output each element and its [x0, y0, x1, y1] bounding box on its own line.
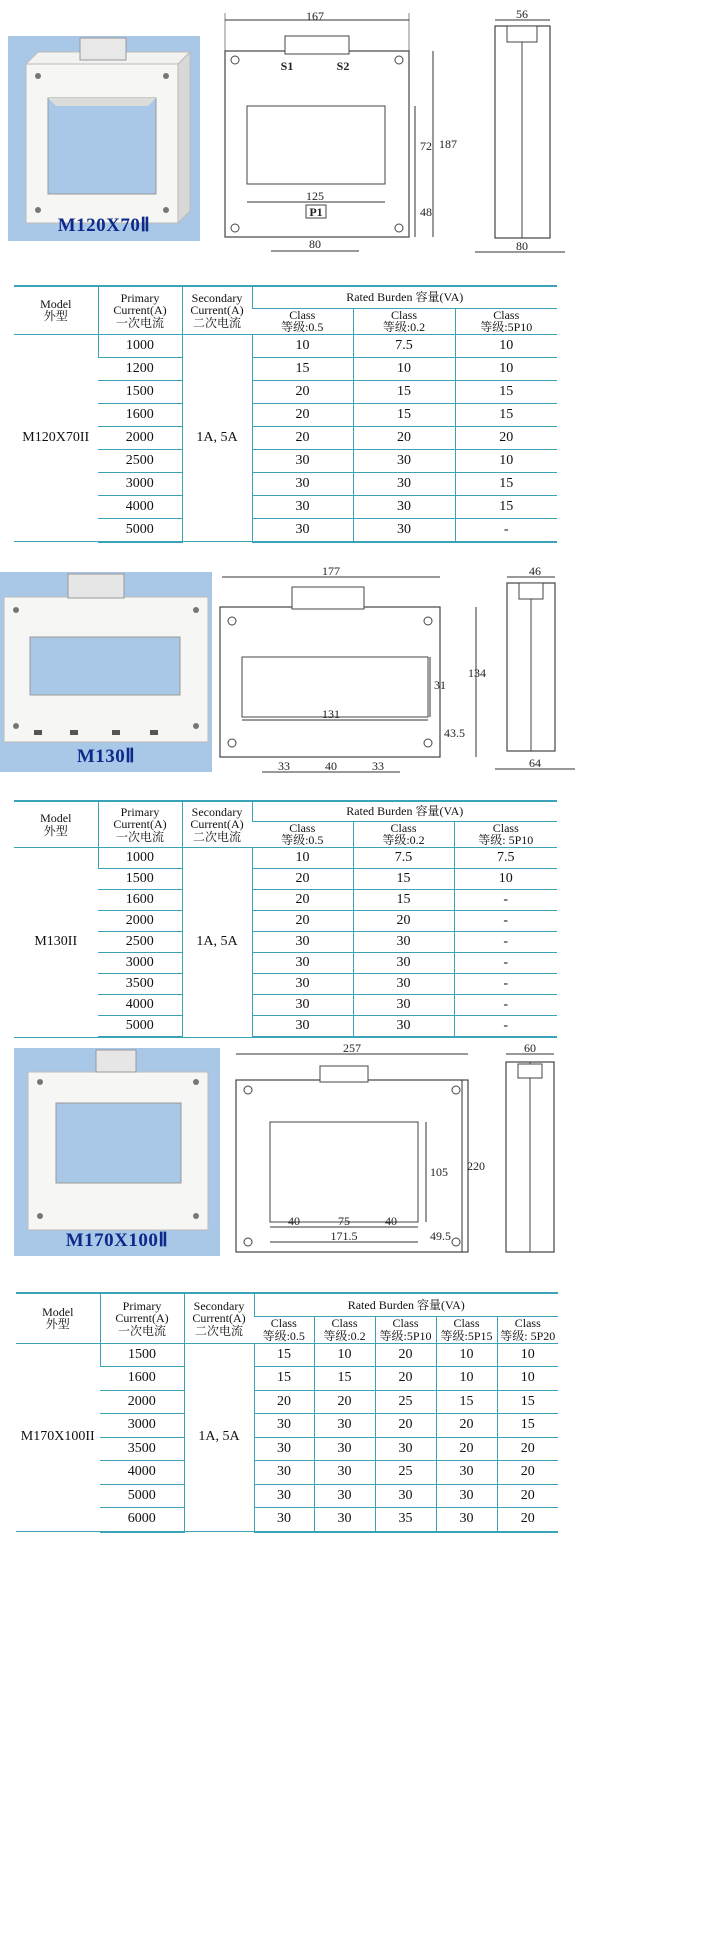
burden-cell: 10 — [252, 334, 353, 357]
primary-current-cell: 1500 — [98, 869, 182, 890]
primary-current-header-line: Primary — [120, 804, 160, 819]
primary-current-header-line: Current(A) — [113, 817, 167, 832]
model-header — [16, 1293, 100, 1343]
table-row — [14, 334, 557, 357]
class-label: Class — [289, 820, 316, 835]
burden-cell: 30 — [353, 974, 454, 995]
burden-cell: 20 — [375, 1414, 436, 1438]
primary-current-cell: 3000 — [100, 1414, 184, 1438]
front-dimension-drawing — [215, 8, 457, 258]
class-grade: 等级:0.5 — [281, 833, 324, 848]
burden-cell: 20 — [455, 426, 557, 449]
secondary-current-header-line: Secondary — [193, 1298, 245, 1313]
secondary-current-cell: 1A, 5A — [184, 1343, 254, 1532]
class-header — [314, 1316, 375, 1343]
burden-cell: 15 — [353, 890, 454, 911]
dim-bottom: 43.5 — [444, 726, 465, 740]
burden-cell: 20 — [252, 426, 353, 449]
burden-cell: 15 — [455, 380, 557, 403]
side-dimension-drawing — [498, 1040, 578, 1260]
class-label: Class — [289, 307, 316, 322]
side-dimension-drawing — [495, 565, 580, 780]
transformer-illustration — [14, 1048, 220, 1256]
dim-height: 187 — [439, 137, 457, 151]
secondary-current-header-line: Secondary — [191, 290, 243, 305]
product-section-m130 — [0, 565, 720, 1045]
burden-cell: 20 — [353, 426, 455, 449]
product-photo — [14, 1048, 220, 1256]
secondary-current-header — [184, 1293, 254, 1343]
primary-current-header — [98, 801, 182, 848]
primary-current-cell: 3000 — [98, 472, 182, 495]
class-header — [252, 308, 353, 334]
burden-cell: 15 — [455, 472, 557, 495]
burden-cell: 30 — [252, 1016, 353, 1038]
burden-cell: 30 — [252, 449, 353, 472]
transformer-illustration — [8, 36, 200, 241]
burden-cell: 30 — [353, 995, 454, 1016]
burden-cell: - — [454, 974, 557, 995]
burden-cell: - — [455, 518, 557, 542]
burden-cell: 30 — [252, 495, 353, 518]
dim-base-2: 75 — [338, 1214, 350, 1228]
spec-table — [14, 800, 557, 1038]
class-header — [375, 1316, 436, 1343]
class-label: Class — [331, 1316, 358, 1331]
burden-cell: - — [454, 890, 557, 911]
secondary-current-header — [182, 286, 252, 334]
terminal-s1: S1 — [280, 59, 294, 73]
model-header — [14, 801, 98, 848]
class-grade: 等级:5P10 — [379, 1328, 432, 1343]
dim-window-height: 31 — [434, 678, 446, 692]
burden-cell: 10 — [454, 869, 557, 890]
dim-side: 46 — [529, 564, 541, 578]
dim-window-width: 171.5 — [330, 1229, 358, 1243]
burden-cell: 30 — [314, 1508, 375, 1532]
secondary-current-header-line: 二次电流 — [194, 1323, 243, 1338]
product-caption: M120X70Ⅱ — [57, 215, 151, 236]
dim-window-width: 125 — [306, 189, 324, 203]
burden-cell: 30 — [252, 472, 353, 495]
burden-cell: 30 — [436, 1461, 497, 1485]
dim-base-1: 40 — [288, 1214, 300, 1228]
burden-cell: 15 — [353, 403, 455, 426]
rated-burden-header: Rated Burden 容量(VA) — [254, 1293, 558, 1316]
burden-cell: 20 — [497, 1461, 558, 1485]
product-caption: M170X100Ⅱ — [65, 1230, 169, 1251]
secondary-current-header-line: Current(A) — [190, 817, 244, 832]
burden-cell: - — [454, 932, 557, 953]
model-header — [14, 286, 98, 334]
secondary-current-header-line: Secondary — [191, 804, 243, 819]
table-row — [14, 848, 557, 869]
burden-cell: 20 — [252, 890, 353, 911]
burden-cell: 20 — [353, 911, 454, 932]
burden-cell: 10 — [455, 357, 557, 380]
burden-cell: 10 — [252, 848, 353, 869]
primary-current-header-line: 一次电流 — [115, 829, 164, 844]
burden-cell: 30 — [314, 1437, 375, 1461]
dim-side: 56 — [516, 7, 528, 21]
transformer-illustration — [0, 572, 212, 772]
burden-cell: 15 — [455, 403, 557, 426]
dim-base-1: 33 — [278, 759, 290, 773]
burden-cell: 10 — [314, 1343, 375, 1367]
dim-height: 134 — [468, 666, 486, 680]
class-grade: 等级:5P15 — [440, 1328, 493, 1343]
primary-current-cell: 2500 — [98, 449, 182, 472]
burden-cell: 15 — [353, 380, 455, 403]
class-label: Class — [390, 820, 417, 835]
class-grade: 等级: 5P20 — [500, 1328, 556, 1343]
primary-current-cell: 1600 — [98, 403, 182, 426]
burden-cell: 30 — [252, 953, 353, 974]
model-header-line: Model — [40, 810, 72, 825]
dim-width: 167 — [306, 9, 324, 23]
class-label: Class — [392, 1316, 419, 1331]
product-photo — [8, 36, 200, 241]
burden-cell: 15 — [254, 1343, 314, 1367]
burden-cell: 30 — [252, 995, 353, 1016]
class-header — [254, 1316, 314, 1343]
burden-cell: 7.5 — [353, 334, 455, 357]
table-header-row — [16, 1293, 558, 1316]
burden-cell: 30 — [375, 1484, 436, 1508]
dim-side-bottom: 80 — [516, 239, 528, 253]
burden-cell: - — [454, 1016, 557, 1038]
burden-cell: 30 — [353, 932, 454, 953]
class-grade: 等级:0.2 — [382, 833, 425, 848]
burden-cell: 30 — [314, 1484, 375, 1508]
primary-current-cell: 2500 — [98, 932, 182, 953]
secondary-current-header-line: Current(A) — [190, 303, 244, 318]
secondary-current-header-line: Current(A) — [192, 1311, 246, 1326]
burden-cell: 20 — [497, 1484, 558, 1508]
spec-table — [16, 1292, 558, 1533]
primary-current-cell: 5000 — [100, 1484, 184, 1508]
model-cell: M170X100II — [16, 1343, 100, 1532]
spec-table — [14, 285, 557, 543]
burden-cell: 15 — [314, 1367, 375, 1391]
dim-bottom: 49.5 — [430, 1229, 451, 1243]
primary-current-cell: 1600 — [98, 890, 182, 911]
burden-cell: 30 — [254, 1508, 314, 1532]
burden-cell: 10 — [455, 449, 557, 472]
burden-cell: 30 — [353, 472, 455, 495]
burden-cell: 20 — [252, 869, 353, 890]
burden-cell: - — [454, 953, 557, 974]
primary-current-cell: 1000 — [98, 848, 182, 869]
burden-cell: 30 — [252, 974, 353, 995]
burden-cell: 30 — [375, 1437, 436, 1461]
primary-current-header — [98, 286, 182, 334]
dim-side-bottom: 64 — [529, 756, 541, 770]
rated-burden-header: Rated Burden 容量(VA) — [252, 286, 557, 308]
secondary-current-cell: 1A, 5A — [182, 848, 252, 1038]
class-label: Class — [270, 1316, 297, 1331]
class-header — [252, 821, 353, 847]
burden-cell: 15 — [353, 869, 454, 890]
dim-window-height: 72 — [420, 139, 432, 153]
burden-cell: 15 — [497, 1414, 558, 1438]
burden-cell: 30 — [353, 518, 455, 542]
class-header — [497, 1316, 558, 1343]
model-header-line: 外型 — [45, 1317, 70, 1332]
product-section-m170x100 — [0, 1040, 720, 1540]
primary-current-cell: 1200 — [98, 357, 182, 380]
burden-cell: 20 — [375, 1343, 436, 1367]
burden-cell: - — [454, 911, 557, 932]
table-row — [16, 1343, 558, 1367]
burden-cell: 15 — [497, 1390, 558, 1414]
burden-cell: 20 — [252, 911, 353, 932]
class-label: Class — [493, 307, 520, 322]
primary-current-cell: 2000 — [100, 1390, 184, 1414]
primary-current-cell: 1500 — [98, 380, 182, 403]
primary-current-cell: 5000 — [98, 518, 182, 542]
class-header — [455, 308, 557, 334]
model-header-line: Model — [42, 1304, 74, 1319]
burden-cell: 10 — [497, 1343, 558, 1367]
burden-cell: 20 — [252, 403, 353, 426]
burden-cell: 10 — [455, 334, 557, 357]
dim-base-3: 40 — [385, 1214, 397, 1228]
burden-cell: 10 — [436, 1343, 497, 1367]
burden-cell: 30 — [314, 1461, 375, 1485]
model-header-line: 外型 — [43, 309, 68, 324]
burden-cell: 30 — [254, 1437, 314, 1461]
primary-current-cell: 3000 — [98, 953, 182, 974]
dim-height: 220 — [467, 1159, 485, 1173]
burden-cell: 30 — [353, 495, 455, 518]
burden-cell: 20 — [497, 1508, 558, 1532]
burden-cell: 20 — [497, 1437, 558, 1461]
burden-cell: 25 — [375, 1461, 436, 1485]
table-header-row — [14, 801, 557, 821]
burden-cell: 20 — [436, 1414, 497, 1438]
dim-window-width: 131 — [322, 707, 340, 721]
class-label: Class — [390, 307, 417, 322]
primary-current-cell: 3500 — [100, 1437, 184, 1461]
primary-current-cell: 2000 — [98, 911, 182, 932]
primary-current-header-line: 一次电流 — [117, 1323, 166, 1338]
burden-cell: 15 — [455, 495, 557, 518]
secondary-current-header-line: 二次电流 — [192, 315, 241, 330]
burden-cell: 30 — [252, 932, 353, 953]
burden-cell: 30 — [353, 1016, 454, 1038]
primary-current-cell: 1600 — [100, 1367, 184, 1391]
secondary-current-header-line: 二次电流 — [192, 829, 241, 844]
dim-window-height: 105 — [430, 1165, 448, 1179]
burden-cell: 30 — [353, 449, 455, 472]
dim-width: 177 — [322, 564, 340, 578]
burden-cell: - — [454, 995, 557, 1016]
class-grade: 等级:5P10 — [480, 320, 533, 335]
model-header-line: 外型 — [43, 823, 68, 838]
dim-side: 60 — [524, 1041, 536, 1055]
primary-current-header-line: Primary — [120, 290, 160, 305]
primary-current-cell: 6000 — [100, 1508, 184, 1532]
class-grade: 等级:0.5 — [281, 320, 324, 335]
burden-cell: 30 — [252, 518, 353, 542]
primary-current-cell: 3500 — [98, 974, 182, 995]
dim-base-2: 40 — [325, 759, 337, 773]
burden-cell: 10 — [497, 1367, 558, 1391]
burden-cell: 20 — [254, 1390, 314, 1414]
primary-current-cell: 4000 — [98, 995, 182, 1016]
burden-cell: 35 — [375, 1508, 436, 1532]
class-header — [436, 1316, 497, 1343]
terminal-s2: S2 — [336, 59, 350, 73]
burden-cell: 20 — [314, 1390, 375, 1414]
product-photo — [0, 572, 212, 772]
product-caption: M130Ⅱ — [76, 746, 136, 767]
class-label: Class — [492, 820, 519, 835]
burden-cell: 20 — [436, 1437, 497, 1461]
secondary-current-header — [182, 801, 252, 848]
burden-cell: 20 — [375, 1367, 436, 1391]
class-label: Class — [514, 1316, 541, 1331]
dim-width: 257 — [343, 1041, 361, 1055]
primary-current-cell: 1500 — [100, 1343, 184, 1367]
rated-burden-header: Rated Burden 容量(VA) — [252, 801, 557, 821]
class-header — [353, 308, 455, 334]
burden-cell: 15 — [254, 1367, 314, 1391]
burden-cell: 30 — [353, 953, 454, 974]
primary-current-header-line: Current(A) — [115, 1311, 169, 1326]
front-dimension-drawing — [228, 1040, 488, 1260]
primary-current-cell: 4000 — [98, 495, 182, 518]
model-header-line: Model — [40, 296, 72, 311]
burden-cell: 10 — [436, 1367, 497, 1391]
class-grade: 等级:0.5 — [262, 1328, 305, 1343]
burden-cell: 7.5 — [454, 848, 557, 869]
burden-cell: 25 — [375, 1390, 436, 1414]
dim-bottom: 48 — [420, 205, 432, 219]
class-header — [353, 821, 454, 847]
terminal-p1: P1 — [309, 205, 323, 219]
primary-current-cell: 4000 — [100, 1461, 184, 1485]
model-cell: M120X70II — [14, 334, 98, 542]
burden-cell: 30 — [254, 1414, 314, 1438]
class-grade: 等级: 5P10 — [478, 833, 534, 848]
dim-base-3: 33 — [372, 759, 384, 773]
primary-current-cell: 5000 — [98, 1016, 182, 1038]
class-grade: 等级:0.2 — [323, 1328, 366, 1343]
class-grade: 等级:0.2 — [382, 320, 426, 335]
model-cell: M130II — [14, 848, 98, 1038]
primary-current-header-line: Current(A) — [113, 303, 167, 318]
class-label: Class — [453, 1316, 480, 1331]
burden-cell: 20 — [252, 380, 353, 403]
side-dimension-drawing — [475, 8, 570, 258]
burden-cell: 30 — [314, 1414, 375, 1438]
burden-cell: 30 — [254, 1461, 314, 1485]
burden-cell: 15 — [436, 1390, 497, 1414]
primary-current-cell: 1000 — [98, 334, 182, 357]
burden-cell: 15 — [252, 357, 353, 380]
dim-base: 80 — [309, 237, 321, 251]
primary-current-header — [100, 1293, 184, 1343]
primary-current-header-line: 一次电流 — [115, 315, 164, 330]
burden-cell: 30 — [254, 1484, 314, 1508]
secondary-current-cell: 1A, 5A — [182, 334, 252, 542]
class-header — [454, 821, 557, 847]
burden-cell: 30 — [436, 1484, 497, 1508]
burden-cell: 30 — [436, 1508, 497, 1532]
primary-current-header-line: Primary — [122, 1298, 162, 1313]
burden-cell: 7.5 — [353, 848, 454, 869]
table-header-row — [14, 286, 557, 308]
burden-cell: 10 — [353, 357, 455, 380]
front-dimension-drawing — [212, 565, 492, 780]
primary-current-cell: 2000 — [98, 426, 182, 449]
